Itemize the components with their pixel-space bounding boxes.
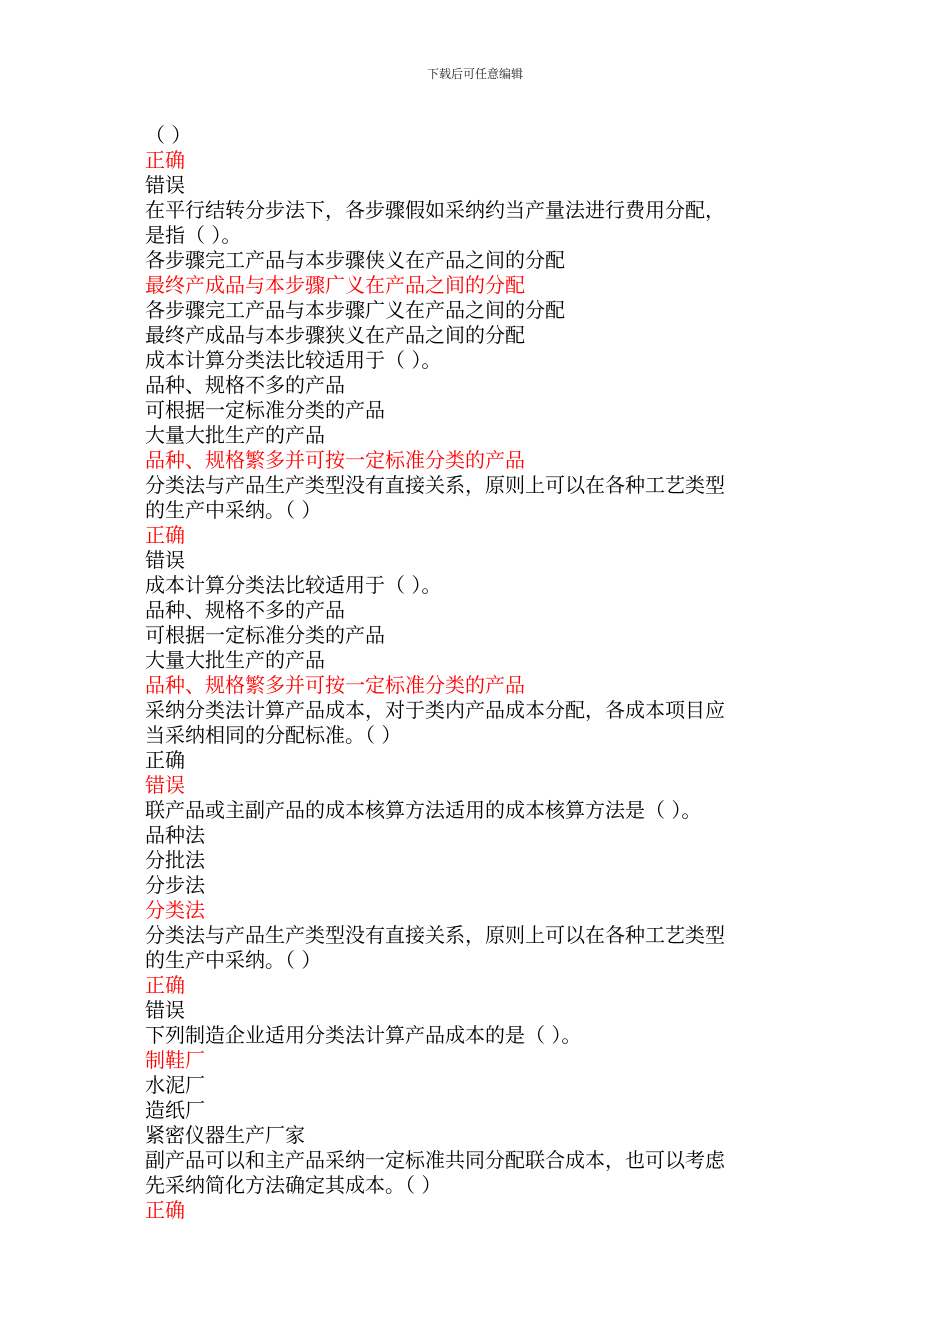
text-line: 可根据一定标准分类的产品	[145, 623, 385, 647]
text-line: 各步骤完工产品与本步骤侠义在产品之间的分配	[145, 248, 565, 272]
text-line: 正确	[145, 748, 185, 772]
text-line: 采纳分类法计算产品成本，对于类内产品成本分配，各成本项目应	[145, 698, 725, 722]
correct-answer-line: 制鞋厂	[145, 1048, 205, 1072]
text-line: 当采纳相同的分配标准。（ ）	[145, 723, 402, 747]
correct-answer-line: 正确	[145, 148, 185, 172]
text-line: 是指（ ）。	[145, 223, 242, 247]
text-line: 分类法与产品生产类型没有直接关系，原则上可以在各种工艺类型	[145, 473, 725, 497]
text-line: 大量大批生产的产品	[145, 648, 325, 672]
text-line: 各步骤完工产品与本步骤广义在产品之间的分配	[145, 298, 565, 322]
correct-answer-line: 品种、规格繁多并可按一定标准分类的产品	[145, 673, 525, 697]
correct-answer-line: 错误	[145, 773, 185, 797]
text-line: 联产品或主副产品的成本核算方法适用的成本核算方法是（ ）。	[145, 798, 702, 822]
text-line: 最终产成品与本步骤狭义在产品之间的分配	[145, 323, 525, 347]
text-line: 品种法	[145, 823, 205, 847]
text-line: 的生产中采纳。（ ）	[145, 498, 322, 522]
text-line: 成本计算分类法比较适用于（ ）。	[145, 573, 442, 597]
text-line: 错误	[145, 173, 185, 197]
text-line: 副产品可以和主产品采纳一定标准共同分配联合成本，也可以考虑	[145, 1148, 725, 1172]
text-line: 水泥厂	[145, 1073, 205, 1097]
text-line: 品种、规格不多的产品	[145, 373, 345, 397]
text-line: 成本计算分类法比较适用于（ ）。	[145, 348, 442, 372]
text-line: 造纸厂	[145, 1098, 205, 1122]
text-line: 错误	[145, 548, 185, 572]
text-line: 先采纳简化方法确定其成本。（ ）	[145, 1173, 442, 1197]
text-line: 分类法与产品生产类型没有直接关系，原则上可以在各种工艺类型	[145, 923, 725, 947]
text-line: （ ）	[145, 123, 192, 147]
text-line: 分步法	[145, 873, 205, 897]
text-line: 可根据一定标准分类的产品	[145, 398, 385, 422]
correct-answer-line: 正确	[145, 973, 185, 997]
correct-answer-line: 正确	[145, 1198, 185, 1222]
text-line: 分批法	[145, 848, 205, 872]
page-header: 下载后可任意编辑	[426, 67, 523, 81]
text-line: 在平行结转分步法下，各步骤假如采纳约当产量法进行费用分配，	[145, 198, 725, 222]
correct-answer-line: 最终产成品与本步骤广义在产品之间的分配	[145, 273, 525, 297]
text-line: 大量大批生产的产品	[145, 423, 325, 447]
correct-answer-line: 正确	[145, 523, 185, 547]
correct-answer-line: 品种、规格繁多并可按一定标准分类的产品	[145, 448, 525, 472]
text-line: 的生产中采纳。（ ）	[145, 948, 322, 972]
document-body	[145, 123, 810, 1223]
text-line: 下列制造企业适用分类法计算产品成本的是（ ）。	[145, 1023, 582, 1047]
text-line: 品种、规格不多的产品	[145, 598, 345, 622]
correct-answer-line: 分类法	[145, 898, 205, 922]
text-line: 紧密仪器生产厂家	[145, 1123, 305, 1147]
text-line: 错误	[145, 998, 185, 1022]
